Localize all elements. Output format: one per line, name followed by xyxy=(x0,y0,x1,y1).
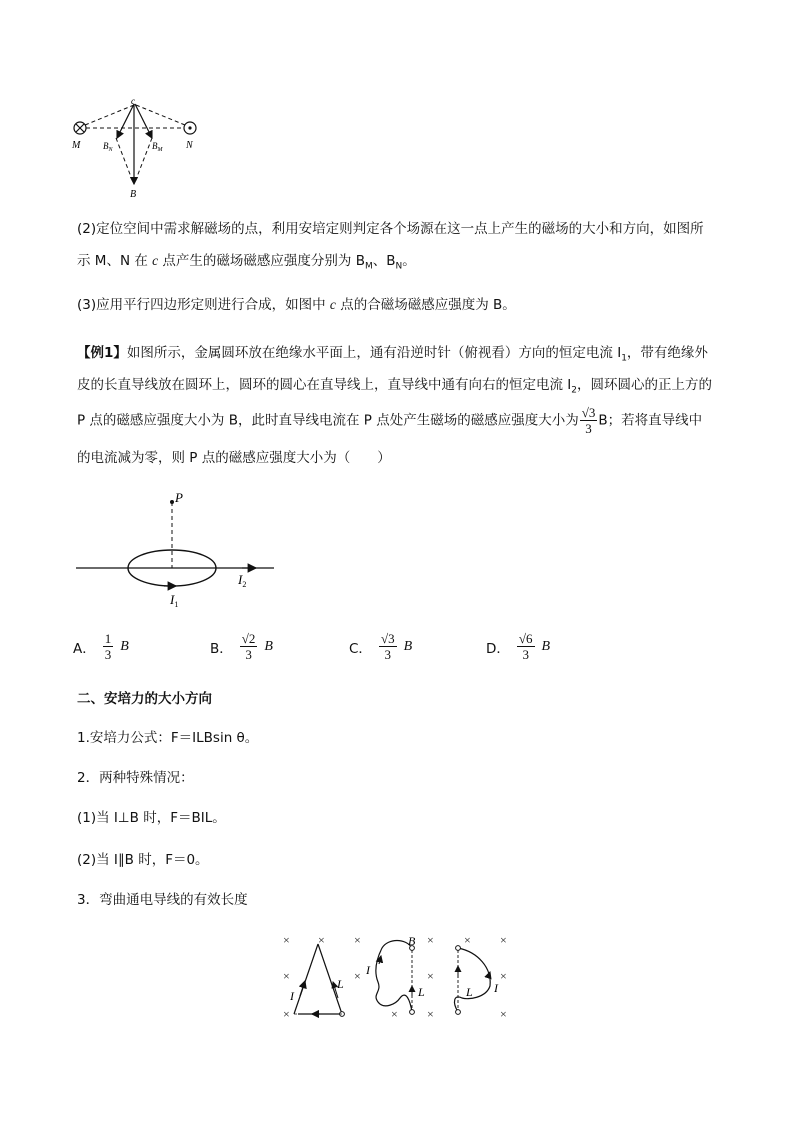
arc-wire xyxy=(455,946,499,1015)
resultant-b-label: B xyxy=(130,189,137,200)
svg-text:×: × xyxy=(500,969,507,983)
special-case-perpendicular: (1)当 I⊥B 时，F＝BIL。 xyxy=(77,810,226,826)
i1-label: $I_1$ xyxy=(170,592,179,609)
svg-text:×: × xyxy=(391,1007,398,1021)
example1-line4: 的电流减为零，则 P 点的磁感应强度大小为（ ） xyxy=(77,450,391,466)
example-tag: 【例1】 xyxy=(77,345,127,361)
step2-line1: (2)定位空间中需求解磁场的点，利用安培定则判定各个场源在这一点上产生的磁场的大小和方向，如图所 xyxy=(77,221,704,237)
option-b[interactable] xyxy=(210,632,273,661)
point-p-label: P xyxy=(175,490,183,505)
ring-wire-diagram xyxy=(74,488,284,612)
example1-line3: P 点的磁感应强度大小为 B，此时直导线电流在 P 点处产生磁场的磁感应强度大小为 $\frac{√3}{3}$ B；若将直导线中 xyxy=(77,405,703,436)
option-b-unit: B xyxy=(264,638,273,654)
field-b-label: B xyxy=(408,934,416,948)
wiggly-wire xyxy=(365,934,425,1014)
bm-b-dashed-line xyxy=(135,138,152,182)
current-into-page-icon xyxy=(74,122,86,134)
example1-line2: 皮的长直导线放在圆环上，圆环的圆心在直导线上，直导线中通有向右的恒定电流 $I_2$，圆环圆心的正上方的 xyxy=(77,377,713,396)
bm-vector-arrow xyxy=(135,104,152,138)
point-p-dot xyxy=(170,500,174,504)
magnetic-field-crosses xyxy=(283,933,507,1021)
svg-text:×: × xyxy=(318,933,325,947)
effective-length-heading: 3．弯曲通电导线的有效长度 xyxy=(77,892,248,908)
current-out-of-page-icon xyxy=(184,122,196,134)
svg-text:×: × xyxy=(283,933,290,947)
sqrt3-over-3-fraction: $\frac{√3}{3}$ xyxy=(581,405,596,436)
step2-line2: 示 M、N 在 c 点产生的磁场磁感应强度分别为 $B_M$、$B_N$。 xyxy=(77,253,416,272)
field-superposition-diagram xyxy=(68,96,208,200)
wiggly-length-label: L xyxy=(418,985,425,999)
option-b-letter: B． xyxy=(210,640,233,657)
svg-text:×: × xyxy=(500,1007,507,1021)
svg-text:×: × xyxy=(427,1007,434,1021)
point-c-label: c xyxy=(131,96,135,106)
example1-line1: 【例1】如图所示，金属圆环放在绝缘水平面上，通有沿逆时针（俯视看）方向的恒定电流 $I_1$，带有绝缘外 xyxy=(77,345,708,364)
arc-length-label: L xyxy=(466,985,473,999)
option-c-fraction: $\frac{√3}{3}$ xyxy=(380,631,395,662)
option-b-fraction: $\frac{√2}{3}$ xyxy=(241,631,256,662)
step3-line: (3)应用平行四边形定则进行合成，如图中 c 点的合磁场磁感应强度为 B。 xyxy=(77,297,516,313)
bm-label: $B_M$ xyxy=(152,141,163,153)
svg-text:×: × xyxy=(283,969,290,983)
option-a-unit: B xyxy=(120,638,129,654)
option-c[interactable] xyxy=(349,632,412,661)
bn-label: $B_N$ xyxy=(103,141,113,153)
bn-b-dashed-line xyxy=(116,138,133,182)
option-a-letter: A． xyxy=(73,640,96,657)
option-d-letter: D． xyxy=(486,640,510,657)
option-c-unit: B xyxy=(403,638,413,654)
svg-text:×: × xyxy=(427,933,434,947)
point-m-label: M xyxy=(72,140,81,151)
effective-length-diagram xyxy=(278,928,522,1024)
triangle-length-label: L xyxy=(337,977,344,991)
mc-dashed-line xyxy=(85,105,134,125)
option-c-letter: C． xyxy=(349,640,372,657)
option-a-fraction: $\frac{1}{3}$ xyxy=(104,631,112,662)
option-d[interactable] xyxy=(486,632,550,661)
section2-heading: 二、安培力的大小方向 xyxy=(77,691,212,707)
option-a[interactable] xyxy=(73,632,129,661)
svg-text:×: × xyxy=(354,969,361,983)
triangle-wire xyxy=(289,944,344,1016)
special-case-parallel: (2)当 I∥B 时，F＝0。 xyxy=(77,852,209,868)
point-n-label: N xyxy=(186,140,193,151)
svg-text:×: × xyxy=(354,933,361,947)
special-cases-heading: 2．两种特殊情况： xyxy=(77,770,194,786)
bn-vector-arrow xyxy=(117,104,134,138)
svg-text:×: × xyxy=(500,933,507,947)
wiggly-current-label: I xyxy=(366,963,370,977)
svg-text:×: × xyxy=(283,1007,290,1021)
svg-text:×: × xyxy=(427,969,434,983)
option-d-fraction: $\frac{√6}{3}$ xyxy=(518,631,533,662)
ampere-force-formula: 1.安培力公式：F＝ILBsin θ。 xyxy=(77,730,259,746)
svg-text:×: × xyxy=(464,933,471,947)
option-d-unit: B xyxy=(541,638,551,654)
i2-label: $I_2$ xyxy=(238,572,247,589)
arc-current-label: I xyxy=(494,981,498,995)
triangle-current-label: I xyxy=(290,989,294,1003)
